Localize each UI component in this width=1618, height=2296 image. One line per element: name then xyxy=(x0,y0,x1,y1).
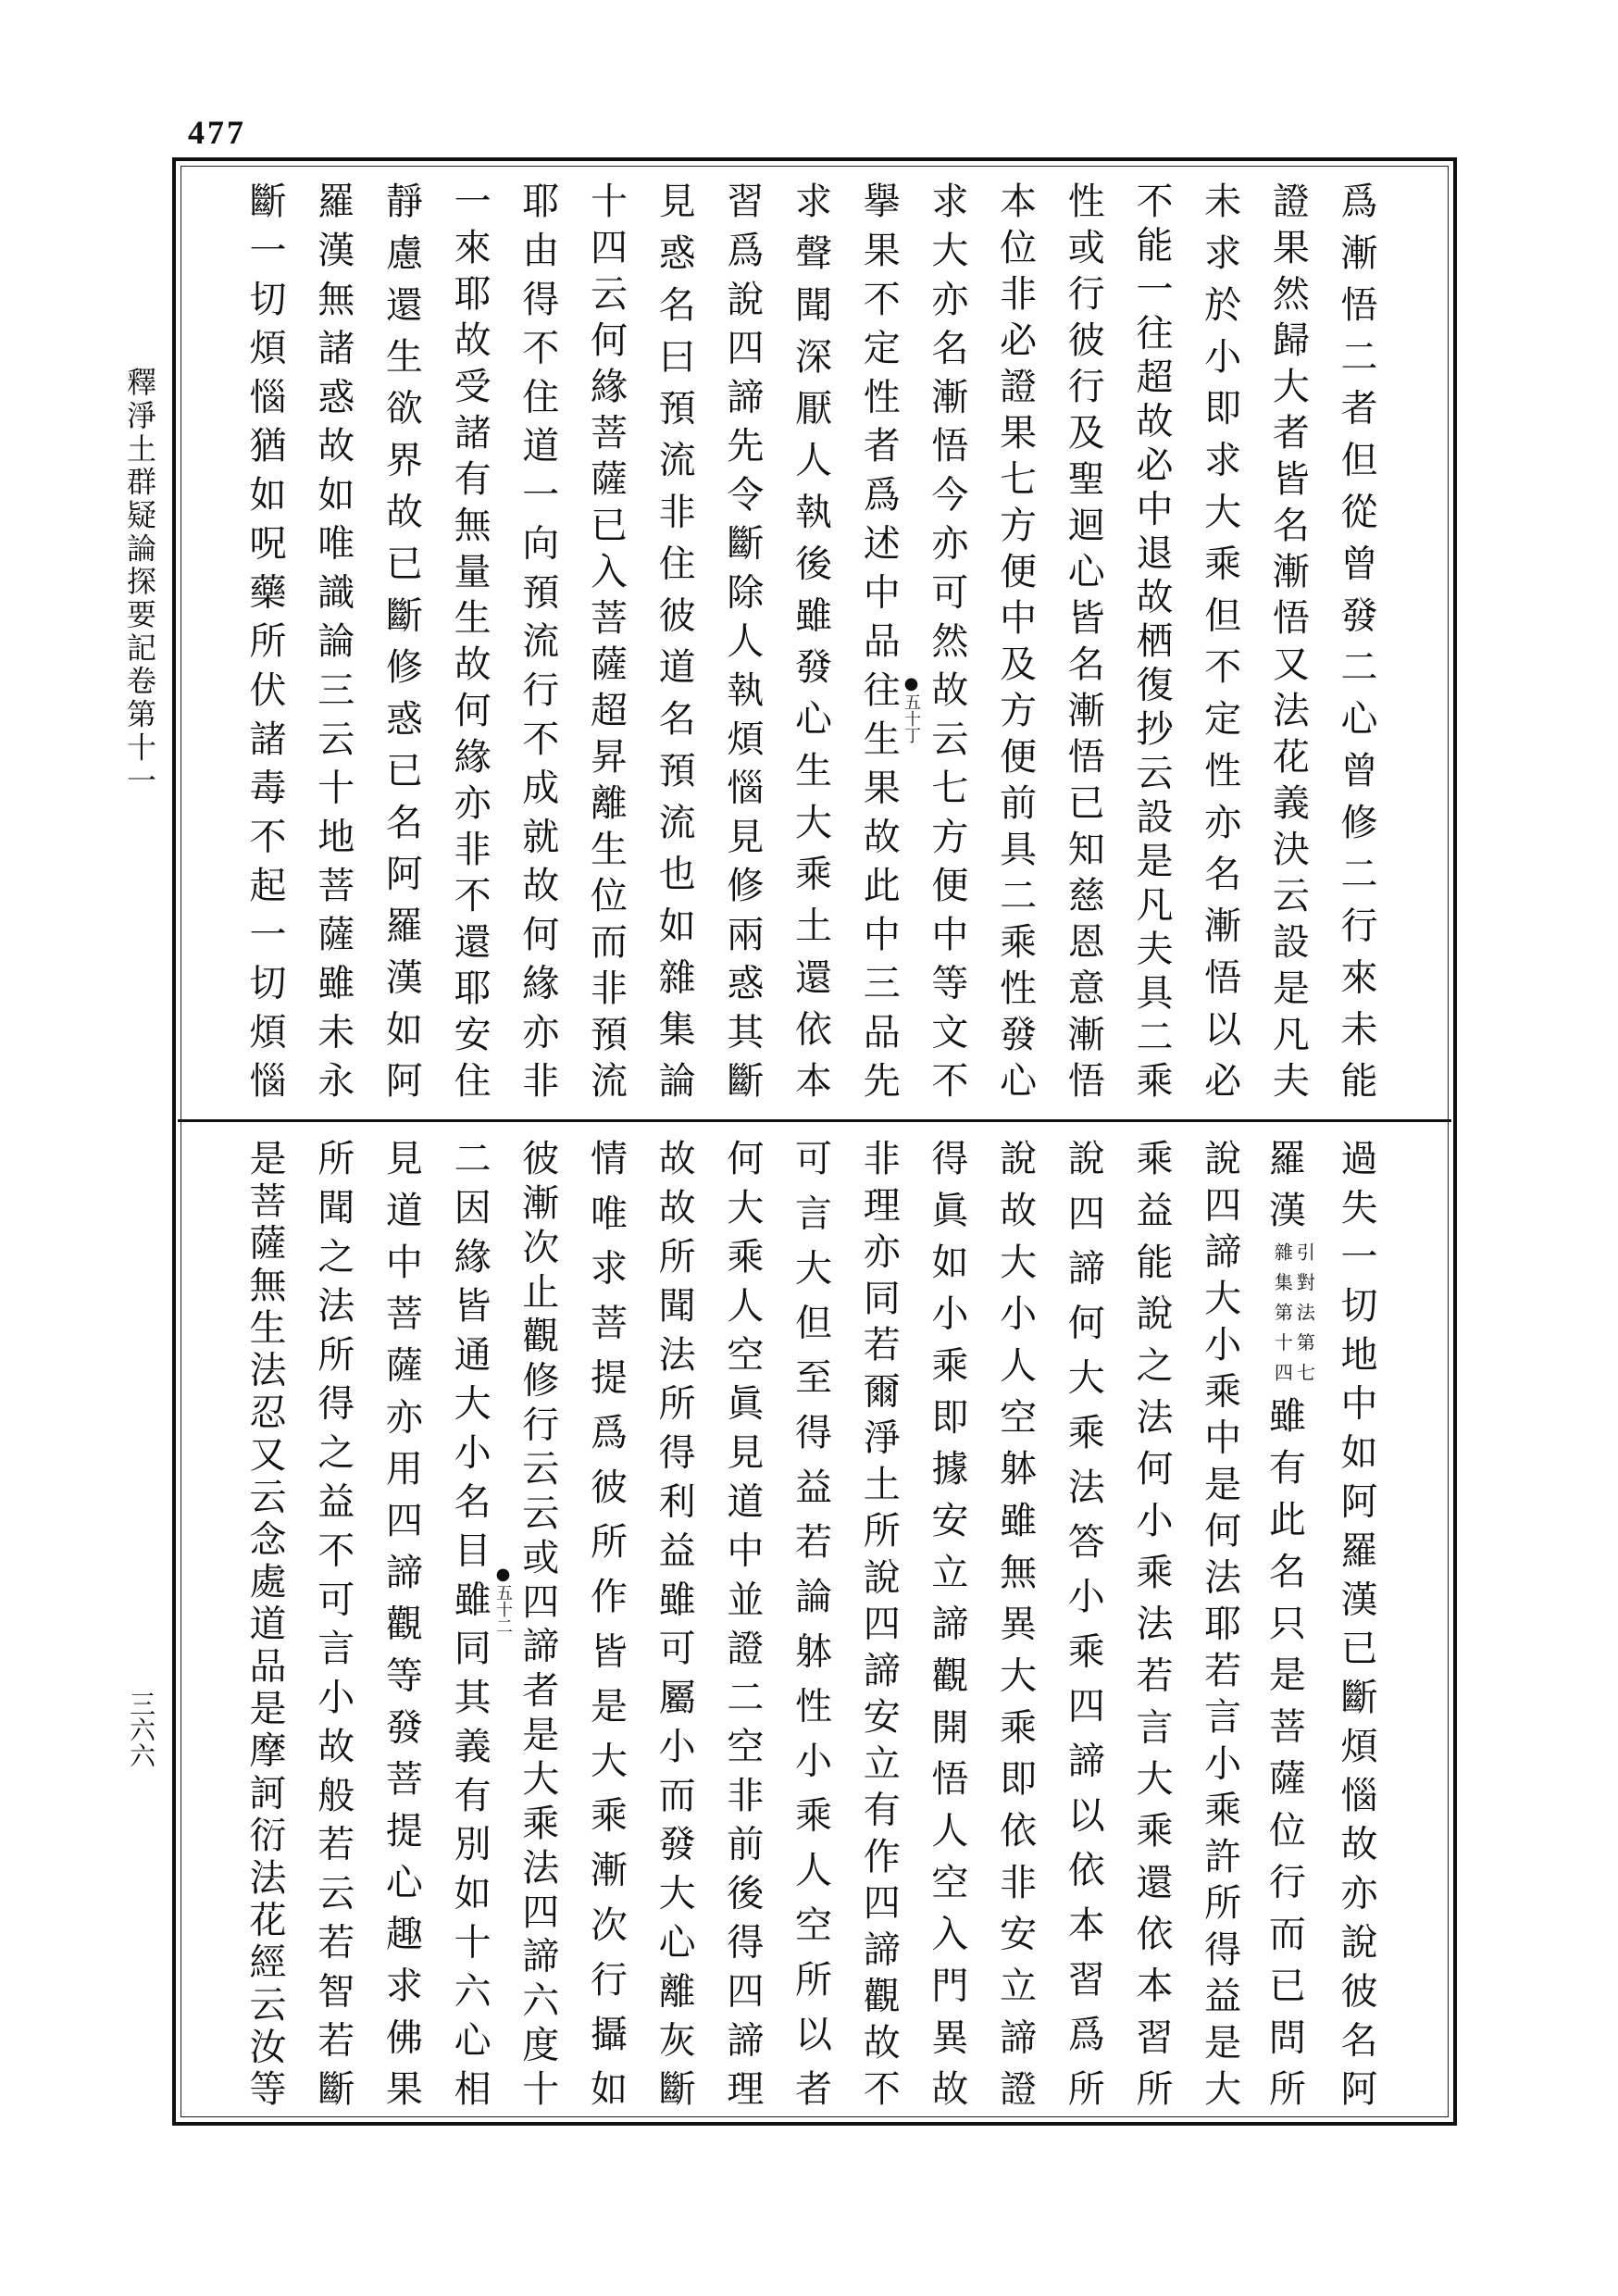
folio-number: 三六六 xyxy=(126,1691,156,1768)
text-column: 證果然歸大者皆名漸悟又法花義決云設是凡夫 xyxy=(1266,181,1310,1098)
section-divider xyxy=(178,1119,1451,1122)
text-column: 十四云何緣菩薩已入菩薩超昇離生位而非預流 xyxy=(584,181,628,1098)
text-column: 說故大小人空躰雖無異大乘即依非安立諦證 xyxy=(993,1139,1037,2106)
note-line: 雜集第十四 xyxy=(1271,1242,1294,1381)
text-column: 所聞之法所得之益不可言小故般若云若智若斷 xyxy=(311,1139,355,2106)
running-title: 釋淨土群疑論探要記卷第十一 xyxy=(122,367,157,794)
leaf-marker: ●五十丁 xyxy=(902,674,921,743)
note-line: 引對法第七 xyxy=(1293,1242,1316,1381)
text-column: 習爲說四諦先令斷除人執煩惱見修兩惑其斷 xyxy=(720,181,764,1098)
column-text: 雖有此名只是菩薩位行而已問所 xyxy=(1263,1380,1306,2106)
lower-section xyxy=(237,1139,1384,2106)
text-column: 過失一切地中如阿羅漢已斷煩惱故亦說彼名阿 xyxy=(1335,1139,1377,2106)
upper-section xyxy=(237,181,1384,1098)
text-column: 未求於小即求大乘但不定性亦名漸悟以必 xyxy=(1198,181,1241,1098)
text-column: 本位非必證果七方便中及方便前具二乘性發心 xyxy=(993,181,1037,1098)
text-column: 何大乘人空眞見道中並證二空非前後得四諦理 xyxy=(720,1139,764,2106)
text-column: 可言大但至得益若論躰性小乘人空所以者 xyxy=(789,1139,832,2106)
text-column: 見道中菩薩亦用四諦觀等發菩提心趣求佛果 xyxy=(380,1139,423,2106)
leaf-marker: ●五十二 xyxy=(493,1565,513,1634)
text-column: 說四諦何大乘法答小乘四諦以依本習爲所 xyxy=(1062,1139,1105,2106)
text-column: 見惑名曰預流非住彼道名預流也如雜集論 xyxy=(653,181,696,1098)
text-column: 羅漢無諸惑故如唯識論三云十地菩薩雖未永 xyxy=(311,181,355,1098)
text-column: 說四諦大小乘中是何法耶若言小乘許所得益是大 xyxy=(1198,1139,1241,2106)
text-column: 靜慮還生欲界故已斷修惑已名阿羅漢如阿 xyxy=(380,181,423,1098)
column-text: 羅漢 xyxy=(1263,1139,1306,1242)
text-column: 爲漸悟二者但從曾發二心曾修二行來未能 xyxy=(1335,181,1377,1098)
interlinear-note xyxy=(1271,1242,1315,1381)
text-column: 一來耶故受諸有無量生故何緣亦非不還耶安住 xyxy=(448,181,492,1098)
text-column: 不能一往超故必中退故栖復抄云設是凡夫具二乘 xyxy=(1129,181,1173,1098)
text-column: 二因緣皆通大小名目雖同其義有別如十六心相 xyxy=(448,1139,492,2106)
text-column: 求大亦名漸悟今亦可然故云七方便中等文不 xyxy=(925,181,968,1098)
text-column: 乘益能說之法何小乘法若言大乘還依本習所 xyxy=(1129,1139,1173,2106)
text-column: 故故所聞法所得利益雖可屬小而發大心離灰斷 xyxy=(653,1139,696,2106)
page-number: 477 xyxy=(188,114,246,151)
text-column: 求聲聞深厭人執後雖發心生大乘土還依本 xyxy=(789,181,832,1098)
text-column: 彼漸次止觀修行云云或四諦者是大乘法四諦六度十 xyxy=(516,1139,559,2106)
text-column: 非理亦同若爾淨土所說四諦安立有作四諦觀故不 xyxy=(857,1139,901,2106)
text-column: 是菩薩無生法忍又云念處道品是摩訶衍法花經云汝等 xyxy=(243,1139,286,2106)
text-column: 情唯求菩提爲彼所作皆是大乘漸次行攝如 xyxy=(584,1139,628,2106)
text-column: 斷一切煩惱猶如呪藥所伏諸毒不起一切煩惱 xyxy=(243,181,286,1098)
text-column: 得眞如小乘即據安立諦觀開悟人空入門異故 xyxy=(925,1139,968,2106)
text-column-with-note xyxy=(1260,1139,1315,2106)
text-column: 擧果不定性者爲述中品往生果故此中三品先 xyxy=(857,181,901,1098)
text-column: 性或行彼行及聖迴心皆名漸悟已知慈恩意漸悟 xyxy=(1062,181,1105,1098)
text-column: 耶由得不住道一向預流行不成就故何緣亦非 xyxy=(516,181,559,1098)
